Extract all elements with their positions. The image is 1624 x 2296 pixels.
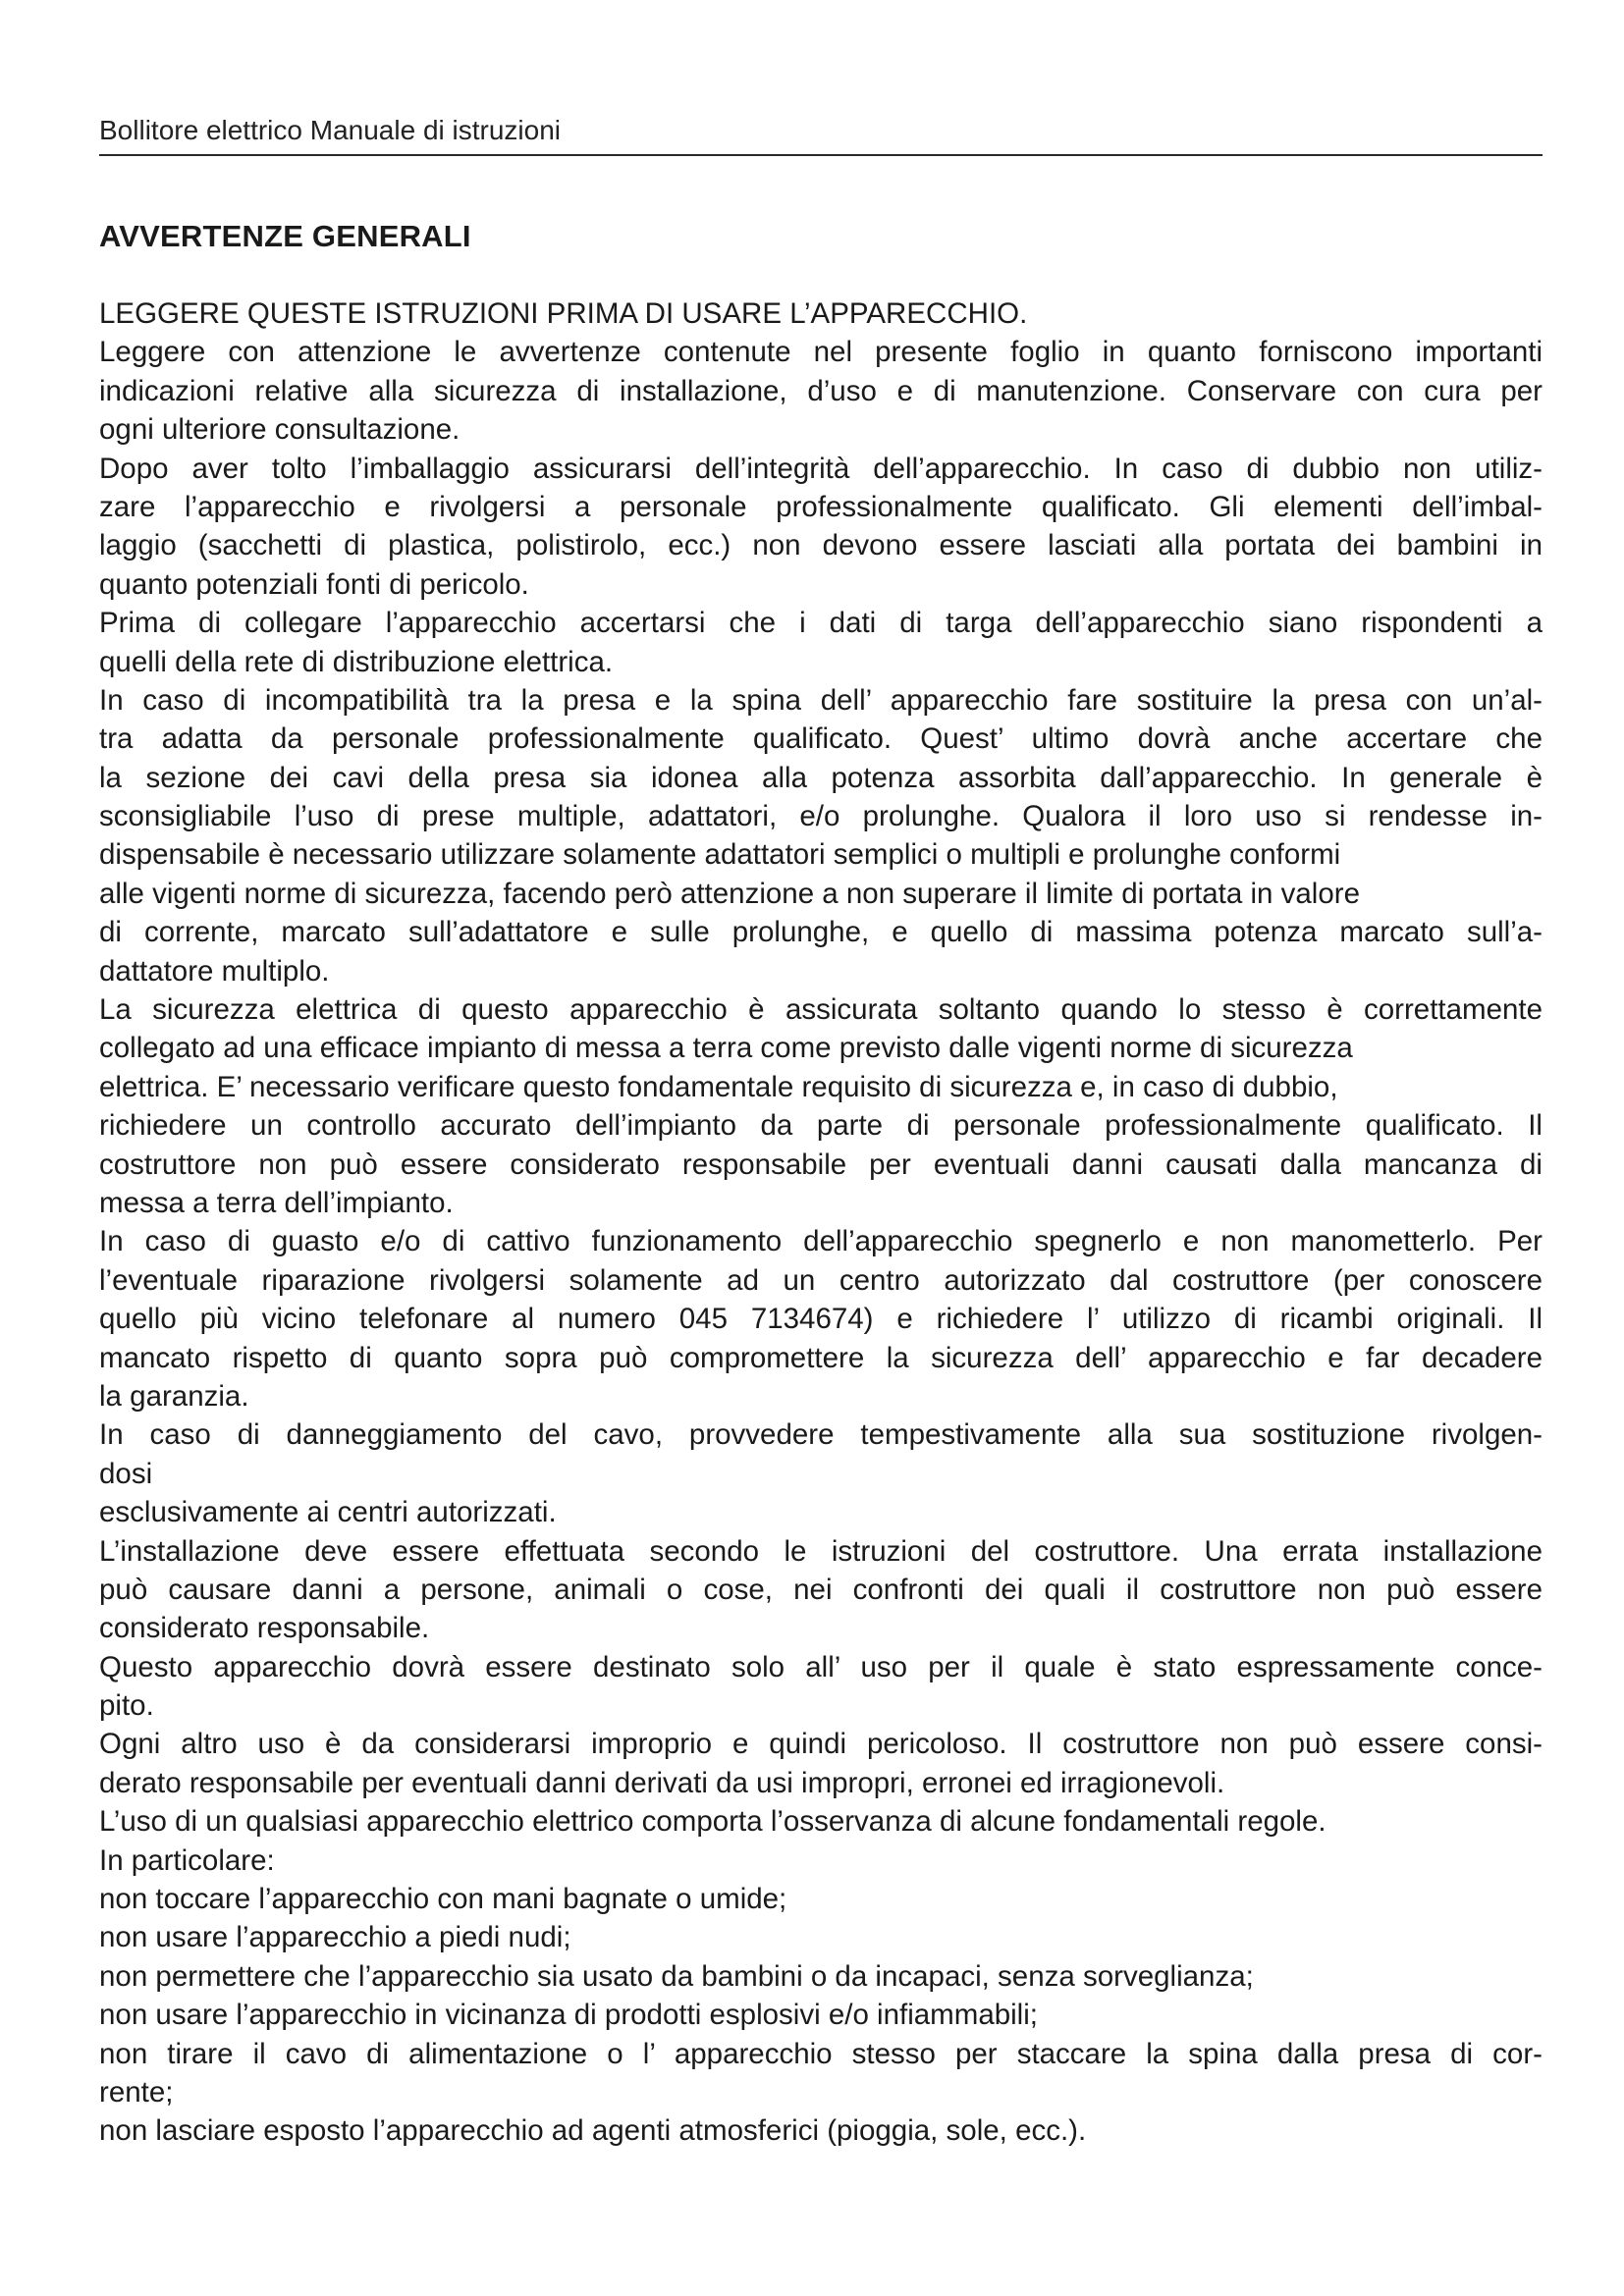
body-line: collegato ad una efficace impianto di messa a terra come previsto dalle vigenti norme di sicurezza [99,1032,1353,1065]
body-line: può causare danni a persone, animali o cose, nei confronti dei quali il costruttore non può essere [99,1573,1543,1606]
body-line: Leggere con attenzione le avvertenze contenute nel presente foglio in quanto forniscono importanti [99,336,1543,369]
body-line: In particolare: [99,1843,275,1877]
body-line: considerato responsabile. [99,1612,430,1645]
body-line: Dopo aver tolto l’imballaggio assicurarsi dell’integrità dell’apparecchio. In caso di dubbio non utiliz- [99,452,1543,485]
running-header: Bollitore elettrico Manuale di istruzioni [99,115,561,145]
body-text [99,294,1543,2151]
body-line: In caso di incompatibilità tra la presa e la spina dell’ apparecchio fare sostituire la presa con un’al- [99,683,1543,717]
body-line: alle vigenti norme di sicurezza, facendo però attenzione a non superare il limite di portata in valore [99,877,1360,910]
body-line: quelli della rete di distribuzione elettrica. [99,645,614,678]
body-line: l’eventuale riparazione rivolgersi solamente ad un centro autorizzato dal costruttore (per conoscere [99,1263,1543,1297]
body-line: dispensabile è necessario utilizzare solamente adattatori semplici o multipli e prolunghe conformi [99,838,1341,872]
header-divider [99,154,1543,156]
body-line: rente; [99,2075,174,2109]
body-line: indicazioni relative alla sicurezza di installazione, d’uso e di manutenzione. Conservare con cura per [99,374,1543,407]
body-line: esclusivamente ai centri autorizzati. [99,1496,557,1529]
body-line: pito. [99,1689,154,1723]
body-line: tra adatta da personale professionalmente qualificato. Quest’ ultimo dovrà anche accertare che [99,722,1543,756]
body-line: di corrente, marcato sull’adattatore e sulle prolunghe, e quello di massima potenza marcato sull’a- [99,916,1543,949]
body-line: dosi [99,1457,153,1490]
body-line: quello più vicino telefonare al numero 045 7134674) e richiedere l’ utilizzo di ricambi originali. Il [99,1303,1543,1336]
body-line: ogni ulteriore consultazione. [99,413,460,447]
body-line: non tirare il cavo di alimentazione o l’ apparecchio stesso per staccare la spina dalla presa di cor- [99,2037,1543,2070]
body-line: costruttore non può essere considerato responsabile per eventuali danni causati dalla mancanza di [99,1148,1543,1181]
body-line: la garanzia. [99,1379,249,1413]
body-line: non permettere che l’apparecchio sia usato da bambini o da incapaci, senza sorveglianza; [99,1959,1254,1993]
body-line: la sezione dei cavi della presa sia idonea alla potenza assorbita dall’apparecchio. In generale è [99,761,1543,794]
body-line: non toccare l’apparecchio con mani bagnate o umide; [99,1883,787,1916]
body-line: elettrica. E’ necessario verificare questo fondamentale requisito di sicurezza e, in caso di dubbio, [99,1070,1338,1103]
body-line: laggio (sacchetti di plastica, polistirolo, ecc.) non devono essere lasciati alla portata dei bambini in [99,529,1543,562]
body-line: non lasciare esposto l’apparecchio ad agenti atmosferici (pioggia, sole, ecc.). [99,2114,1087,2148]
body-line: Prima di collegare l’apparecchio accertarsi che i dati di targa dell’apparecchio siano rispondenti a [99,607,1543,640]
body-line: In caso di danneggiamento del cavo, provvedere tempestivamente alla sua sostituzione rivolgen- [99,1418,1543,1452]
body-line: zare l’apparecchio e rivolgersi a personale professionalmente qualificato. Gli elementi dell’imbal- [99,490,1543,523]
body-line: non usare l’apparecchio a piedi nudi; [99,1921,571,1954]
body-line: richiedere un controllo accurato dell’impianto da parte di personale professionalmente qualificato. Il [99,1109,1543,1143]
body-line: derato responsabile per eventuali danni derivati da usi impropri, erronei ed irragionevoli. [99,1766,1225,1799]
body-line: quanto potenziali fonti di pericolo. [99,567,529,601]
body-line: non usare l’apparecchio in vicinanza di prodotti esplosivi e/o infiammabili; [99,1999,1038,2032]
body-line: Questo apparecchio dovrà essere destinato solo all’ uso per il quale è stato espressamente conce- [99,1650,1543,1683]
body-line: sconsigliabile l’uso di prese multiple, adattatori, e/o prolunghe. Qualora il loro uso si rendesse in- [99,800,1543,833]
body-line: La sicurezza elettrica di questo apparecchio è assicurata soltanto quando lo stesso è correttamente [99,993,1543,1027]
section-title: AVVERTENZE GENERALI [99,219,471,253]
body-line: mancato rispetto di quanto sopra può compromettere la sicurezza dell’ apparecchio e far decadere [99,1341,1543,1374]
body-line: L’installazione deve essere effettuata secondo le istruzioni del costruttore. Una errata installazione [99,1534,1543,1568]
body-line: In caso di guasto e/o di cattivo funzionamento dell’apparecchio spegnerlo e non manometterlo. Per [99,1225,1543,1258]
body-line: dattatore multiplo. [99,954,330,988]
body-line: LEGGERE QUESTE ISTRUZIONI PRIMA DI USARE L’APPARECCHIO. [99,297,1028,330]
body-line: Ogni altro uso è da considerarsi improprio e quindi pericoloso. Il costruttore non può essere consi- [99,1728,1543,1761]
body-line: messa a terra dell’impianto. [99,1186,454,1219]
body-line: L’uso di un qualsiasi apparecchio elettrico comporta l’osservanza di alcune fondamentali regole. [99,1805,1326,1839]
